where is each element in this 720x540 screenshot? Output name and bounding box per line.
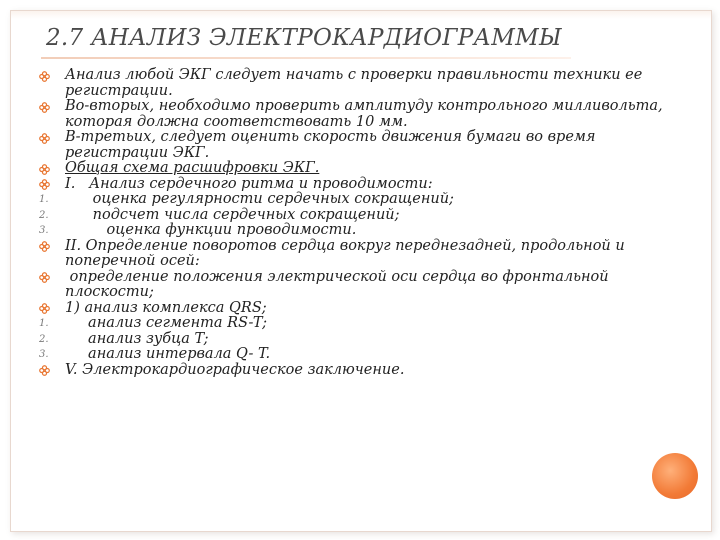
list-item-text: анализ сегмента RS-T; [65, 315, 267, 331]
content-list [39, 68, 679, 378]
list-item [39, 332, 679, 348]
list-item-text: анализ интервала Q- T. [65, 346, 271, 362]
list-number-label: 2. [39, 209, 49, 221]
list-number-label: 3. [39, 225, 49, 237]
list-number-label: 1. [39, 194, 49, 206]
list-number [39, 193, 55, 207]
list-item-text: Общая схема расшифровки ЭКГ. [65, 160, 320, 176]
flower-bullet-icon [39, 131, 55, 145]
title-divider [41, 57, 571, 59]
list-number-label: 2. [39, 333, 49, 345]
flower-bullet-icon [39, 69, 55, 83]
slide [10, 10, 712, 532]
list-item-text: анализ зубца T; [65, 330, 209, 347]
list-number [39, 209, 55, 223]
list-item-text: I. Анализ сердечного ритма и проводимости: [65, 175, 433, 192]
flower-bullet-icon [39, 364, 55, 378]
list-number [39, 348, 55, 362]
list-item [39, 68, 679, 99]
list-item-text: определение положения электрической оси сердца во фронтальной плоскости; [65, 268, 614, 300]
list-item [39, 177, 679, 193]
list-number [39, 317, 55, 331]
list-item [39, 270, 679, 301]
list-item-text: Анализ любой ЭКГ следует начать с проверки правильности техники ее регистрации. [65, 67, 647, 99]
list-number-label: 3. [39, 349, 49, 361]
list-item [39, 316, 679, 332]
list-item-text: 1) анализ комплекса QRS; [65, 299, 267, 316]
list-item [39, 130, 679, 161]
slide-title: 2.7 АНАЛИЗ ЭЛЕКТРОКАРДИОГРАММЫ [46, 25, 562, 51]
list-item [39, 239, 679, 270]
list-number [39, 333, 55, 347]
list-item [39, 161, 679, 177]
list-item-text: Во-вторых, необходимо проверить амплитуду контрольного милливольта, которая должна соответствовать 10 мм. [65, 98, 668, 130]
list-item-text: II. Определение поворотов сердца вокруг переднезадней, продольной и поперечной осей: [65, 237, 630, 269]
list-item-text: подсчет числа сердечных сокращений; [65, 206, 400, 223]
list-item [39, 99, 679, 130]
flower-bullet-icon [39, 178, 55, 192]
list-item [39, 223, 679, 239]
list-item [39, 192, 679, 208]
flower-bullet-icon [39, 162, 55, 176]
list-item-text: оценка регулярности сердечных сокращений; [65, 191, 454, 207]
flower-bullet-icon [39, 271, 55, 285]
flower-bullet-icon [39, 240, 55, 254]
list-number-label: 1. [39, 318, 49, 330]
list-item-text: оценка функции проводимости. [65, 222, 357, 238]
list-item [39, 363, 679, 379]
list-item [39, 347, 679, 363]
decorative-circle [652, 453, 698, 499]
list-item [39, 208, 679, 224]
list-item [39, 301, 679, 317]
list-item-text: V. Электрокардиографическое заключение. [65, 361, 405, 378]
list-item-text: В-третьих, следует оценить скорость движения бумаги во время регистрации ЭКГ. [65, 129, 601, 161]
flower-bullet-icon [39, 302, 55, 316]
flower-bullet-icon [39, 100, 55, 114]
list-number [39, 224, 55, 238]
